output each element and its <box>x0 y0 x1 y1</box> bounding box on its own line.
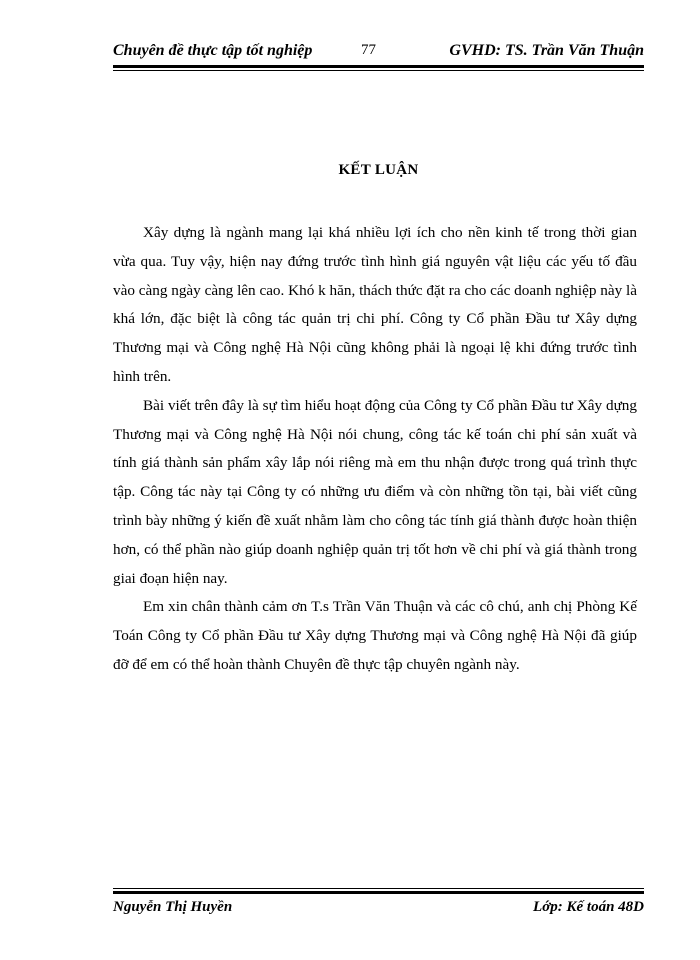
page-number: 77 <box>361 42 376 58</box>
footer-rule-thin <box>113 888 644 889</box>
paragraph: Xây dựng là ngành mang lại khá nhiều lợi ích cho nền kinh tế trong thời gian vừa qua. Tuy vậy, hiện nay đứng trước tình hình giá nguyên vật liệu các yếu tố đầu vào càng ngày càng lên cao. Khó k hăn, thách thức đặt ra cho các doanh nghiệp này là khá lớn, đặc biệt là công tác quản trị chi phí. Công ty Cổ phần Đầu tư Xây dựng Thương mại và Công nghệ Hà Nội cũng không phải là ngoại lệ khi đứng trước tình hình trên. <box>113 224 637 385</box>
header-document-title: Chuyên đề thực tập tốt nghiệp <box>113 42 313 59</box>
header-rule-thin <box>113 70 644 71</box>
header-supervisor: GVHD: TS. Trần Văn Thuận <box>449 42 644 59</box>
header-rule-thick <box>113 65 644 68</box>
paragraph: Bài viết trên đây là sự tìm hiểu hoạt động của Công ty Cổ phần Đầu tư Xây dựng Thương mại và Công nghệ Hà Nội nói chung, công tác kế toán chi phí sản xuất và tính giá thành sản phẩm xây lắp nói riêng mà em thu nhận được trong quá trình thực tập. Công tác này tại Công ty có những ưu điểm và còn những tồn tại, bài viết cũng trình bày những ý kiến đề xuất nhằm làm cho công tác tính giá thành được hoàn thiện hơn, có thể phần nào giúp doanh nghiệp quản trị tốt hơn về chi phí và giá thành trong giai đoạn hiện nay. <box>113 396 637 587</box>
footer-class: Lớp: Kế toán 48D <box>533 899 644 915</box>
footer-rule-thick <box>113 891 644 894</box>
section-title: KẾT LUẬN <box>338 162 419 178</box>
paragraph: Em xin chân thành cảm ơn T.s Trần Văn Thuận và các cô chú, anh chị Phòng Kế Toán Công ty Cổ phần Đầu tư Xây dựng Thương mại và Công nghệ Hà Nội đã giúp đỡ để em có thể hoàn thành Chuyên đề thực tập chuyên ngành này. <box>113 598 637 673</box>
page-footer <box>113 899 644 923</box>
body-text <box>113 219 637 680</box>
footer-author: Nguyễn Thị Huyền <box>113 899 233 915</box>
